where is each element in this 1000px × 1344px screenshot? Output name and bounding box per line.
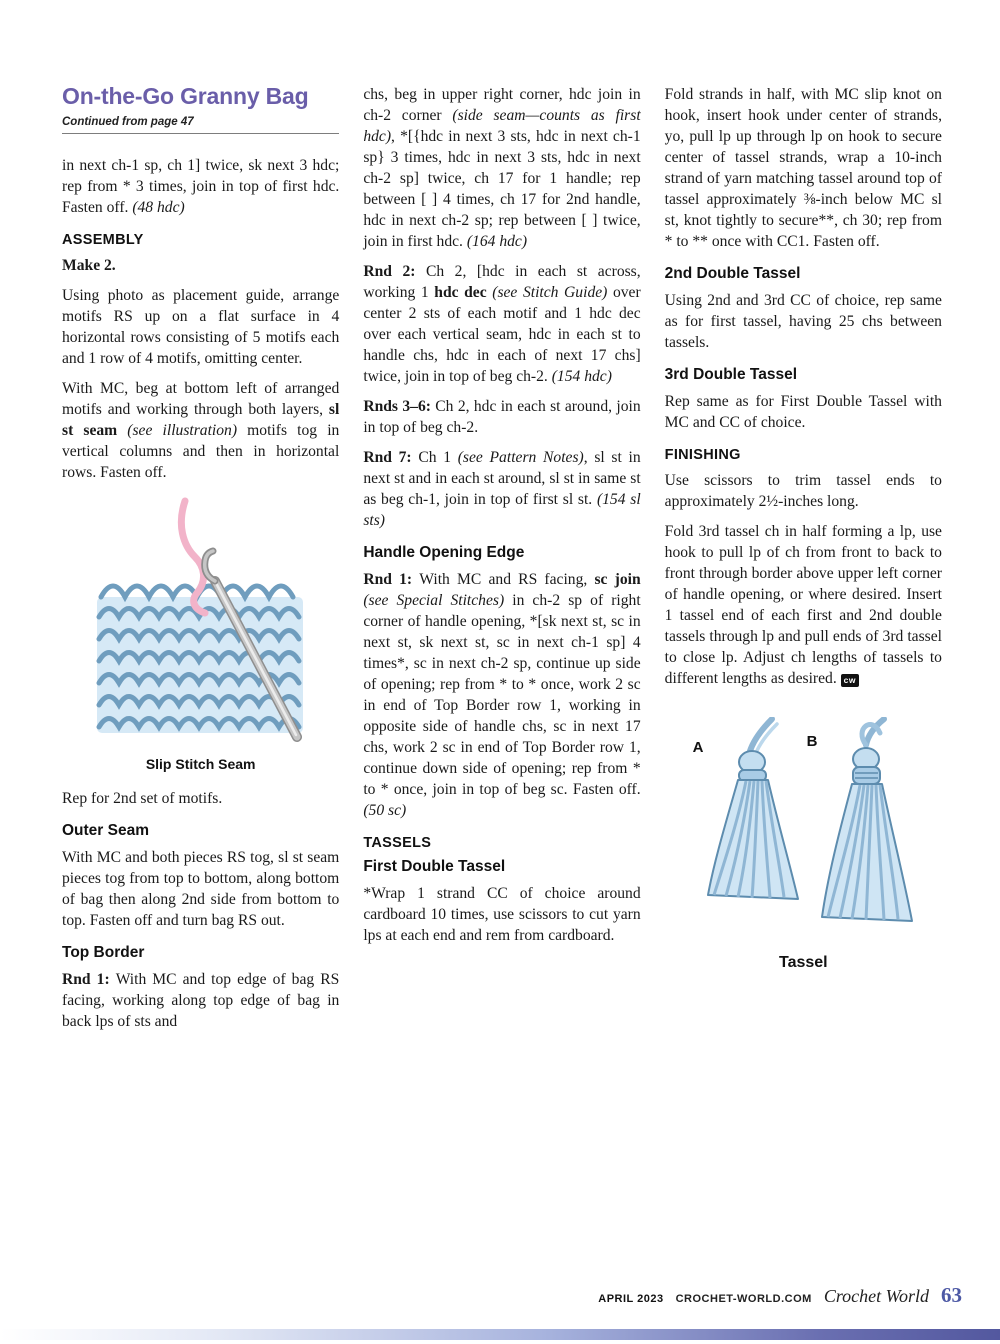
continued-from-note: Continued from page 47 (62, 116, 194, 129)
paragraph: Rnd 7: Ch 1 (see Pattern Notes), sl st in next st and in each st around, sl st in same st as beg ch-1, join in top of first sl st. (154 sl sts) (363, 449, 641, 529)
article-title: On-the-Go Granny Bag (62, 83, 309, 109)
tassel-label-a: A (692, 739, 704, 756)
paragraph (665, 521, 942, 689)
paragraph: in next ch-1 sp, ch 1] twice, sk next 3 hdc; rep from * 3 times, join in top of first hdc. Fasten off. (48 hdc) (62, 157, 340, 217)
paragraph: Fold strands in half, with MC slip knot on hook, insert hook under center of strands, yo, pull lp up through lp on hook to secure center of tassel strands, wrap a 10-inch strand of yarn matching tassel around top of tassel approximately ⅜-inch below MC sl st, knot tightly to secure**, ch 30; rep from * to ** once with CC1. Fasten off. (664, 86, 942, 250)
footer-page-number: 63 (941, 1283, 962, 1307)
article-body (62, 84, 942, 1041)
paragraph: chs, beg in upper right corner, hdc join in ch-2 corner (side seam—counts as first hdc), *[{hdc in next 3 sts, hdc in next ch-1 sp} 3 times, hdc in next 3 sts, hdc in next ch-2 sp] twice, ch 17 for 1 handle; rep between [ ] 4 times, ch 17 for 2nd handle, hdc in next ch-2 sp; rep between [ ] twice, join in first hdc. (164 hdc) (363, 86, 641, 250)
tassel-caption: Tassel (779, 954, 828, 971)
paragraph: With MC and both pieces RS tog, sl st seam pieces tog from top to bottom, along bottom of bag then along 2nd side from bottom to top. Fasten off and turn bag RS out. (62, 849, 340, 930)
paragraph: Use scissors to trim tassel ends to approximately 2½-inches long. (664, 472, 942, 510)
heading-top-border: Top Border (62, 944, 145, 962)
slip-stitch-seam-illustration (62, 497, 339, 752)
paragraph: Rnds 3–6: Ch 2, hdc in each st around, join in top of beg ch-2. (363, 398, 641, 436)
tassel-label-b: B (806, 733, 818, 750)
paragraph: Rnd 1: With MC and RS facing, sc join (see Special Stitches) in ch-2 sp of right corner of handle opening, *[sk next st, sc in next st, sk next st, sc in next ch-1 sp] 4 times*, sc in next ch-2 sp, continue up side of opening; rep from * to * once, work 2 sc in end of Top Border row 1, working in opposite side of handle chs, sc in next 17 chs, work 2 sc in end of Top Border row 1, continue down side of opening; rep from * to * once, join in top of beg sc. Fasten off. (50 sc) (363, 571, 641, 819)
heading-outer-seam: Outer Seam (62, 822, 150, 840)
tassel-illustration (665, 717, 942, 950)
column-3 (665, 84, 942, 1041)
slip-stitch-seam-drawing (89, 497, 313, 747)
paragraph: Rnd 1: With MC and top edge of bag RS facing, working along top edge of bag in back lps of sts and (62, 971, 340, 1031)
paragraph: Rnd 2: Ch 2, [hdc in each st across, working 1 hdc dec (see Stitch Guide) over center 2 sts of each motif and 1 hdc dec over each vertical seam, hdc in each st to handle chs, hdc in each of next 17 chs] twice, join in top of beg ch-2. (154 hdc) (363, 263, 641, 385)
column-2 (363, 84, 640, 1041)
title-rule (62, 133, 339, 134)
heading-2nd-double-tassel: 2nd Double Tassel (664, 265, 801, 282)
paragraph: With MC, beg at bottom left of arranged motifs and working through both layers, sl st seam (see illustration) motifs tog in vertical columns and then in horizontal rows. Fasten off. (62, 380, 340, 482)
heading-assembly: ASSEMBLY (62, 232, 144, 249)
paragraph: Using 2nd and 3rd CC of choice, rep same as for first tassel, having 25 chs between tassels. (664, 292, 942, 351)
heading-first-double-tassel: First Double Tassel (363, 858, 506, 875)
paragraph: Rep same as for First Double Tassel with MC and CC of choice. (664, 393, 942, 431)
heading-finishing: FINISHING (664, 447, 741, 463)
end-of-article-mark: cw (841, 674, 859, 687)
make-count: Make 2. (62, 257, 116, 275)
bottom-gradient-bar (0, 1329, 1000, 1340)
paragraph: Using photo as placement guide, arrange motifs RS up on a flat surface in 4 horizontal rows consisting of 5 motifs each and 1 row of 4 motifs, omitting center. (62, 287, 340, 368)
footer-magazine-name: Crochet World (823, 1286, 929, 1306)
heading-handle-opening-edge: Handle Opening Edge (363, 544, 525, 561)
footer-issue-date: APRIL 2023 (598, 1293, 664, 1305)
footer-website: CROCHET-WORLD.COM (675, 1293, 812, 1305)
paragraph: Rep for 2nd set of motifs. (62, 790, 223, 808)
column-1 (62, 84, 339, 1041)
page-footer (598, 1283, 962, 1308)
heading-3rd-double-tassel: 3rd Double Tassel (664, 366, 798, 383)
tassel-drawing (672, 717, 934, 945)
heading-tassels: TASSELS (363, 835, 432, 851)
seam-caption: Slip Stitch Seam (145, 756, 256, 773)
paragraph-text: Fold 3rd tassel ch in half forming a lp, use hook to pull lp of ch from front to back to front through border above upper left corner of handle opening, or where desired. Insert 1 tassel end of each first and 2nd double tassels through lp and pull ends of 3rd tassel to close lp. Adjust ch lengths of tassels to different lengths as desired. (664, 523, 942, 687)
paragraph: *Wrap 1 strand CC of choice around cardboard 10 times, use scissors to cut yarn lps at each end and rem from cardboard. (363, 885, 641, 944)
